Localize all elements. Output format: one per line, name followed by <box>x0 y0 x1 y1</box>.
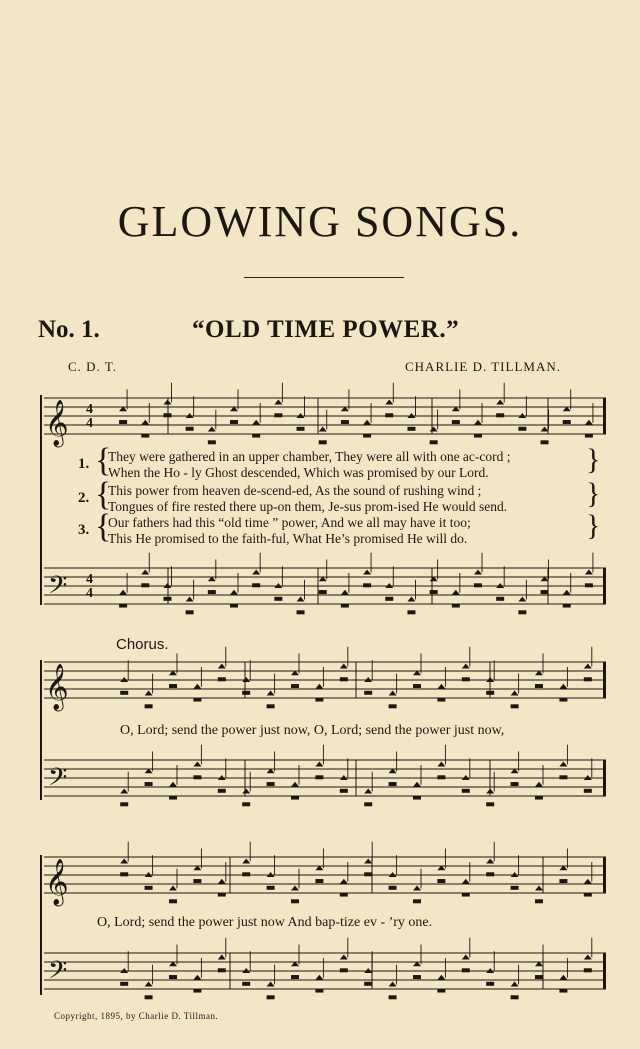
bass-notes <box>120 938 592 1000</box>
verse-brace: { <box>95 508 112 545</box>
svg-text:4: 4 <box>86 572 93 587</box>
svg-text:4: 4 <box>86 416 93 431</box>
verse-brace-right: } <box>586 477 601 510</box>
chorus-lyric-line: O, Lord; send the power just now, O, Lord; send the power just now, <box>120 723 505 738</box>
clef-icon: 𝄢 <box>48 763 68 798</box>
verse-brace-right: } <box>586 443 601 476</box>
verse-line: Tongues of fire rested there up-on them, Je-sus prom-ised He would send. <box>108 499 508 514</box>
treble-staff <box>44 857 606 893</box>
book-title: GLOWING SONGS. <box>117 197 523 246</box>
composer-credit: CHARLIE D. TILLMAN. <box>405 359 561 374</box>
verse-number: 2. <box>78 490 90 506</box>
hymn-number: No. 1. <box>38 316 100 343</box>
treble-notes <box>120 842 592 904</box>
clef-icon: 𝄞 <box>45 400 69 446</box>
verse-brace: { <box>95 442 112 479</box>
clef-icon: 𝄢 <box>48 956 68 991</box>
author-initials: C. D. T. <box>68 359 118 374</box>
verse-line: This He promised to the faith-ful, What He’s promised He will do. <box>108 531 468 546</box>
verse-line: This power from heaven de-scend-ed, As the sound of rushing wind ; <box>108 483 482 498</box>
chorus-label: Chorus. <box>116 636 169 653</box>
chorus-lyric-line: O, Lord; send the power just now And bap-tize ev - ’ry one. <box>97 915 433 930</box>
bass-notes <box>119 553 593 615</box>
verse-number: 3. <box>78 522 90 538</box>
clef-icon: 𝄞 <box>45 859 69 905</box>
treble-notes <box>119 383 593 445</box>
verse-line: Our fathers had this “old time ” power, And we all may have it too; <box>108 515 471 530</box>
copyright-notice: Copyright, 1895, by Charlie D. Tillman. <box>54 1011 219 1021</box>
verse-line: When the Ho - ly Ghost descended, Which was promised by our Lord. <box>108 465 489 480</box>
svg-text:4: 4 <box>86 586 93 601</box>
svg-text:4: 4 <box>86 402 93 417</box>
clef-icon: 𝄢 <box>48 571 68 606</box>
hymn-title: “OLD TIME POWER.” <box>192 316 460 343</box>
verse-number: 1. <box>78 456 90 472</box>
verse-line: They were gathered in an upper chamber, They were all with one ac-cord ; <box>108 449 511 464</box>
verse-brace: { <box>95 476 112 513</box>
verse-brace-right: } <box>586 509 601 542</box>
clef-icon: 𝄞 <box>45 664 69 710</box>
